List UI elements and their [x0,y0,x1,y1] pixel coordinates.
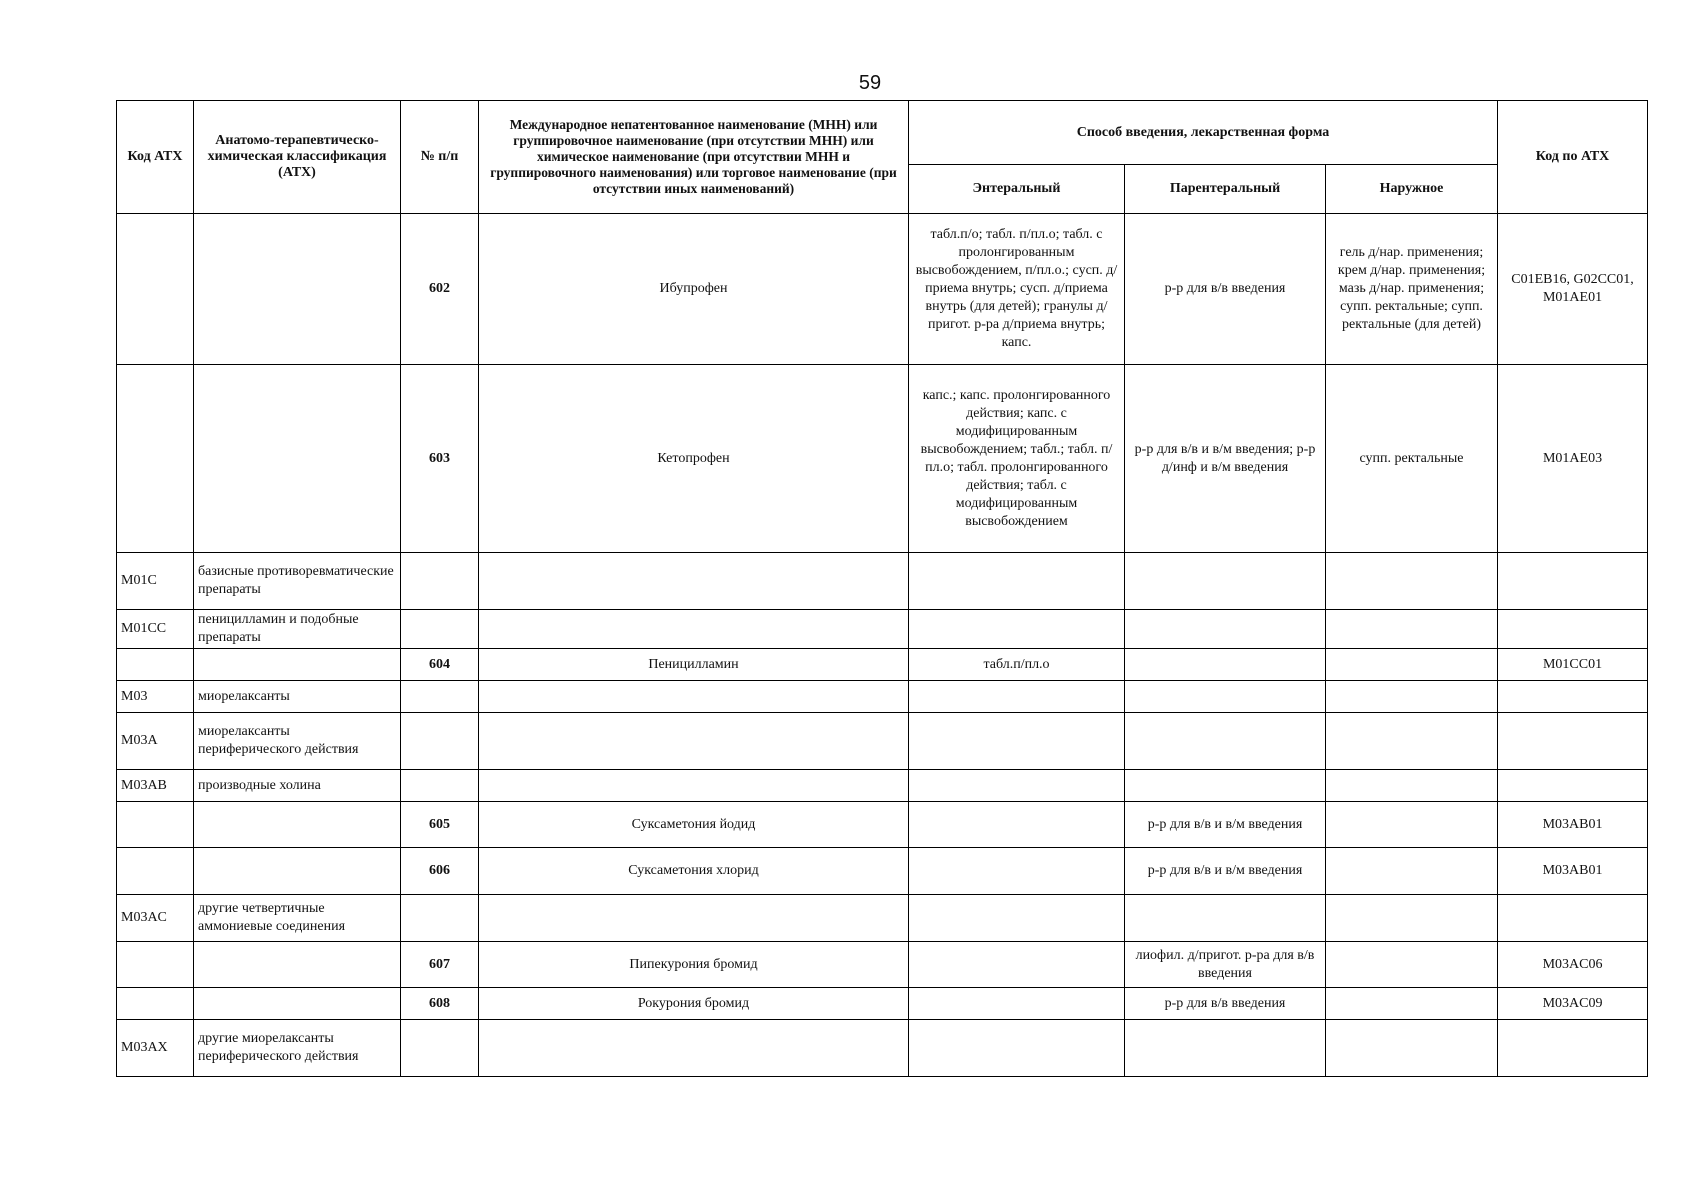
atx-group-code [117,214,194,365]
atx-class-name: базисные противоревматические препараты [194,553,401,610]
enteral-form [909,770,1125,802]
header-external: Наружное [1326,165,1498,214]
drug-name [479,610,909,649]
enteral-form [909,553,1125,610]
table-row [117,802,1648,848]
atx-class-name [194,848,401,895]
enteral-form [909,848,1125,895]
atx-code: M03AB01 [1498,848,1648,895]
enteral-form [909,713,1125,770]
parenteral-form [1125,713,1326,770]
external-form: гель д/нар. применения; крем д/нар. применения; мазь д/нар. применения; супп. ректальные; супп. ректальные (для детей) [1326,214,1498,365]
atx-class-name [194,649,401,681]
external-form [1326,649,1498,681]
atx-class-name [194,802,401,848]
row-number [401,610,479,649]
atx-code: M03AC06 [1498,942,1648,988]
atx-code [1498,610,1648,649]
atx-class-name [194,988,401,1020]
parenteral-form [1125,770,1326,802]
drug-name [479,1020,909,1077]
atx-class-name: другие четвертичные аммониевые соединения [194,895,401,942]
atx-group-code [117,848,194,895]
enteral-form: табл.п/о; табл. п/пл.о; табл. с пролонгированным высвобождением, п/пл.о.; сусп. д/приема внутрь; сусп. д/приема внутрь (для детей); гранулы д/пригот. р-ра д/приема внутрь; капс. [909,214,1125,365]
header-route: Способ введения, лекарственная форма [909,101,1498,165]
table-row [117,214,1648,365]
parenteral-form: р-р для в/в и в/м введения; р-р д/инф и в/м введения [1125,365,1326,553]
atx-code: M03AB01 [1498,802,1648,848]
atx-group-code [117,649,194,681]
row-number: 604 [401,649,479,681]
header-parenteral: Парентеральный [1125,165,1326,214]
atx-code [1498,553,1648,610]
external-form [1326,553,1498,610]
table-row [117,681,1648,713]
external-form [1326,610,1498,649]
drug-table [116,100,1648,1077]
row-number [401,1020,479,1077]
atx-class-name [194,214,401,365]
header-enteral: Энтеральный [909,165,1125,214]
header-code: Код АТХ [117,101,194,214]
drug-name [479,681,909,713]
enteral-form [909,610,1125,649]
row-number: 605 [401,802,479,848]
atx-class-name: другие миорелаксанты периферического действия [194,1020,401,1077]
row-number [401,713,479,770]
row-number [401,895,479,942]
table-body [117,214,1648,1077]
table-row [117,649,1648,681]
drug-name [479,770,909,802]
external-form: супп. ректальные [1326,365,1498,553]
parenteral-form [1125,1020,1326,1077]
table-row [117,988,1648,1020]
enteral-form [909,681,1125,713]
atx-group-code: M03AC [117,895,194,942]
external-form [1326,802,1498,848]
table-row [117,713,1648,770]
table-row [117,553,1648,610]
atx-group-code: M03 [117,681,194,713]
atx-group-code [117,802,194,848]
atx-code: M01CC01 [1498,649,1648,681]
header-name: Международное непатентованное наименование (МНН) или группировочное наименование (при отсутствии МНН) или химическое наименование (при отсутствии МНН и группировочного наименования) или торговое наименование (при отсутствии иных наименований) [479,101,909,214]
atx-group-code [117,988,194,1020]
enteral-form [909,942,1125,988]
page-number: 59 [858,72,882,94]
atx-code [1498,713,1648,770]
header-class: Анатомо-терапевтическо-химическая классификация (АТХ) [194,101,401,214]
parenteral-form [1125,681,1326,713]
external-form [1326,681,1498,713]
external-form [1326,942,1498,988]
enteral-form: капс.; капс. пролонгированного действия; капс. с модифицированным высвобождением; табл.; табл. п/пл.о; табл. пролонгированного действия; табл. с модифицированным высвобождением [909,365,1125,553]
atx-code: M03AC09 [1498,988,1648,1020]
drug-name [479,895,909,942]
row-number: 606 [401,848,479,895]
drug-name: Ибупрофен [479,214,909,365]
enteral-form [909,1020,1125,1077]
atx-group-code: M03AX [117,1020,194,1077]
parenteral-form: р-р для в/в и в/м введения [1125,848,1326,895]
atx-code [1498,1020,1648,1077]
atx-group-code: M01CC [117,610,194,649]
atx-group-code: M01C [117,553,194,610]
table-row [117,848,1648,895]
atx-group-code [117,365,194,553]
external-form [1326,895,1498,942]
drug-name: Суксаметония хлорид [479,848,909,895]
atx-class-name: производные холина [194,770,401,802]
enteral-form [909,988,1125,1020]
table-row [117,895,1648,942]
external-form [1326,848,1498,895]
atx-group-code: M03A [117,713,194,770]
external-form [1326,770,1498,802]
parenteral-form [1125,610,1326,649]
atx-class-name [194,942,401,988]
parenteral-form: р-р для в/в введения [1125,988,1326,1020]
row-number [401,770,479,802]
header-atx-code: Код по АТХ [1498,101,1648,214]
atx-code [1498,895,1648,942]
drug-name: Пипекурония бромид [479,942,909,988]
drug-name: Суксаметония йодид [479,802,909,848]
atx-class-name [194,365,401,553]
drug-name: Рокурония бромид [479,988,909,1020]
row-number: 602 [401,214,479,365]
atx-code [1498,770,1648,802]
row-number: 603 [401,365,479,553]
atx-class-name: миорелаксанты [194,681,401,713]
atx-code [1498,681,1648,713]
parenteral-form [1125,553,1326,610]
parenteral-form: р-р для в/в введения [1125,214,1326,365]
external-form [1326,713,1498,770]
table-row [117,1020,1648,1077]
enteral-form [909,895,1125,942]
drug-name [479,713,909,770]
table-row [117,365,1648,553]
parenteral-form: р-р для в/в и в/м введения [1125,802,1326,848]
drug-name [479,553,909,610]
atx-group-code [117,942,194,988]
drug-name: Пеницилламин [479,649,909,681]
table-row [117,942,1648,988]
external-form [1326,988,1498,1020]
atx-group-code: M03AB [117,770,194,802]
table-row [117,770,1648,802]
row-number: 607 [401,942,479,988]
row-number [401,553,479,610]
row-number [401,681,479,713]
atx-code: M01AE03 [1498,365,1648,553]
atx-code: C01EB16, G02CC01, M01AE01 [1498,214,1648,365]
external-form [1326,1020,1498,1077]
enteral-form [909,802,1125,848]
parenteral-form [1125,649,1326,681]
table-row [117,610,1648,649]
parenteral-form [1125,895,1326,942]
parenteral-form: лиофил. д/пригот. р-ра для в/в введения [1125,942,1326,988]
header-num: № п/п [401,101,479,214]
enteral-form: табл.п/пл.о [909,649,1125,681]
row-number: 608 [401,988,479,1020]
drug-name: Кетопрофен [479,365,909,553]
atx-class-name: миорелаксанты периферического действия [194,713,401,770]
atx-class-name: пеницилламин и подобные препараты [194,610,401,649]
